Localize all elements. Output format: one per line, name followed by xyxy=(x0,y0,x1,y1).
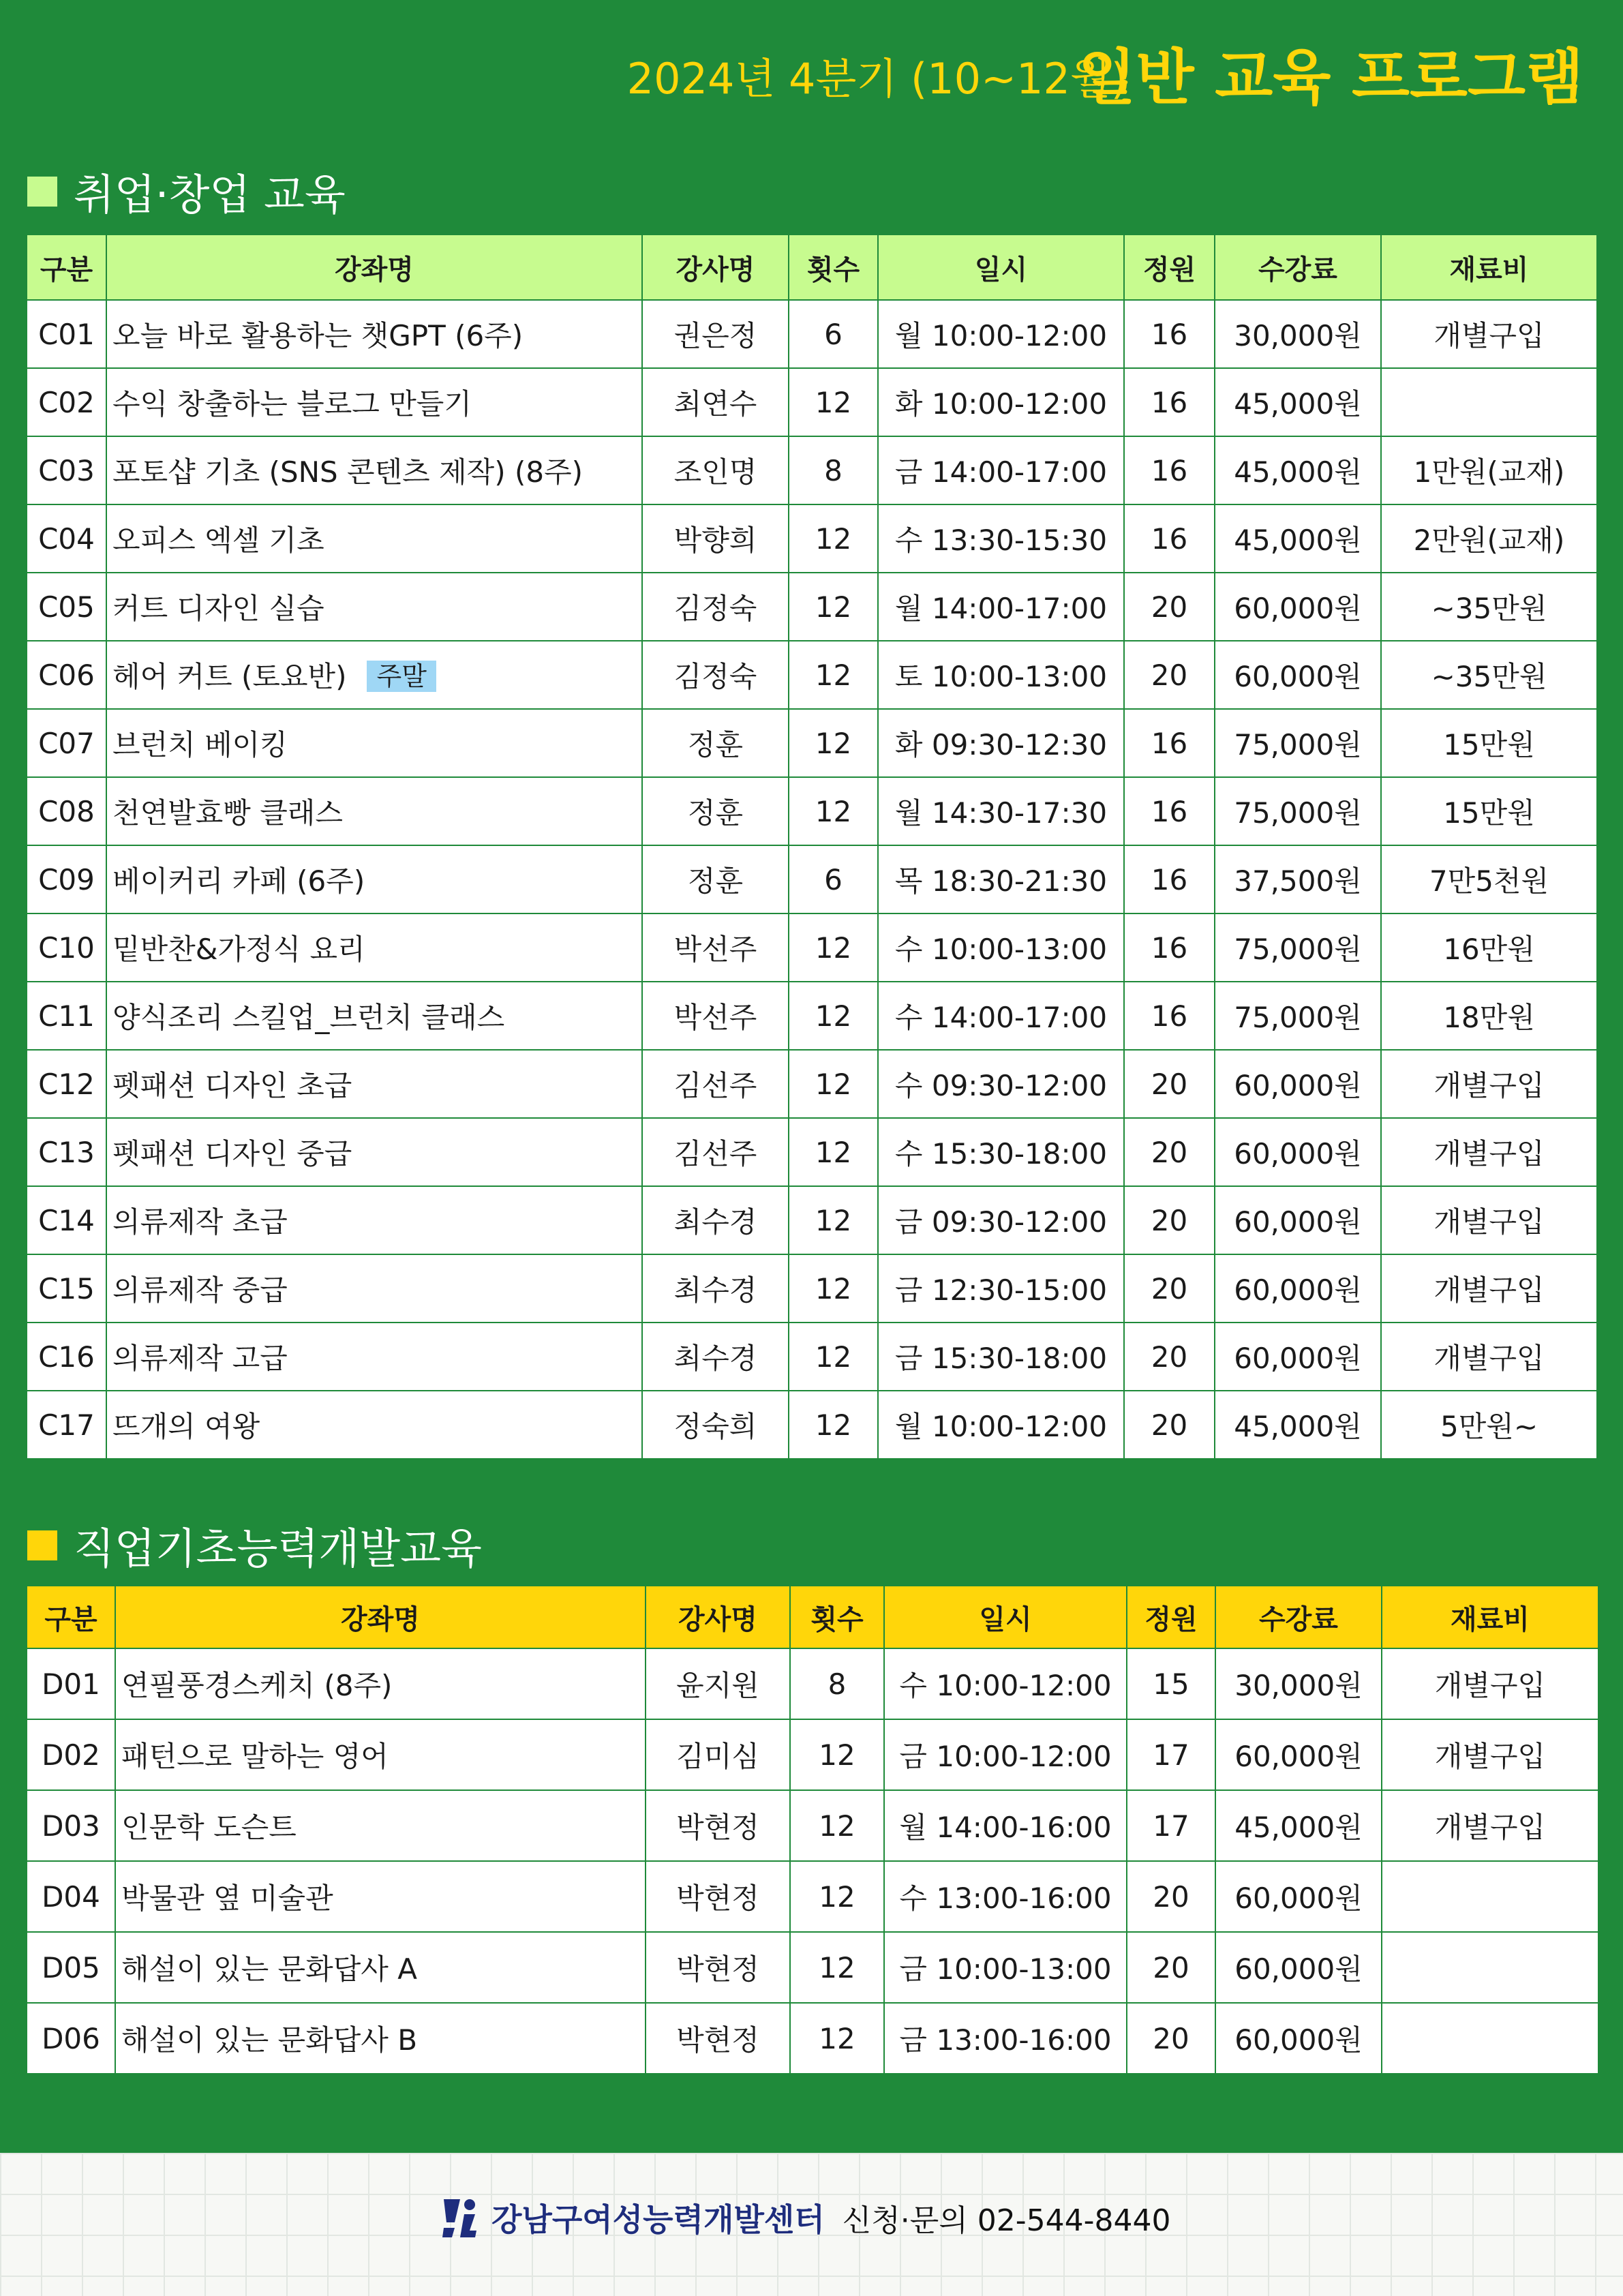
tuition-fee-cell: 60,000원 xyxy=(1215,1050,1381,1118)
header xyxy=(0,0,1623,136)
column-header: 횟수 xyxy=(790,1586,884,1648)
capacity-cell: 20 xyxy=(1124,1118,1215,1186)
table-row xyxy=(27,436,1597,504)
column-header: 강좌명 xyxy=(115,1586,646,1648)
tuition-fee-cell: 45,000원 xyxy=(1215,1790,1382,1861)
instructor-cell: 박현정 xyxy=(646,1790,790,1861)
material-fee-cell: ~35만원 xyxy=(1381,573,1597,641)
course-name-cell xyxy=(106,1186,642,1254)
table-row xyxy=(27,1648,1598,1719)
course-name-cell xyxy=(106,1050,642,1118)
organization-name: 강남구여성능력개발센터 xyxy=(491,2201,825,2238)
capacity-cell: 16 xyxy=(1124,913,1215,982)
course-name: 헤어 커트 (토요반) xyxy=(112,660,347,693)
course-name-cell xyxy=(106,1323,642,1391)
schedule-cell: 수 10:00-13:00 xyxy=(878,913,1124,982)
tuition-fee-cell: 60,000원 xyxy=(1215,1118,1381,1186)
instructor-cell: 정훈 xyxy=(642,845,789,913)
course-name-cell xyxy=(115,2003,646,2074)
column-header: 강좌명 xyxy=(106,235,642,300)
schedule-cell: 금 12:30-15:00 xyxy=(878,1254,1124,1323)
table-row xyxy=(27,504,1597,573)
column-header: 수강료 xyxy=(1215,235,1381,300)
course-name: 펫패션 디자인 초급 xyxy=(112,1069,352,1102)
schedule-cell: 금 10:00-12:00 xyxy=(884,1719,1127,1790)
schedule-cell: 수 14:00-17:00 xyxy=(878,982,1124,1050)
session-count-cell: 6 xyxy=(789,300,878,368)
course-name: 의류제작 고급 xyxy=(112,1342,288,1375)
course-name-cell xyxy=(106,913,642,982)
capacity-cell: 20 xyxy=(1127,2003,1215,2074)
table-row xyxy=(27,1254,1597,1323)
material-fee-cell: 개별구입 xyxy=(1381,300,1597,368)
instructor-cell: 정훈 xyxy=(642,777,789,845)
course-code-cell: C12 xyxy=(27,1050,106,1118)
material-fee-cell: 18만원 xyxy=(1381,982,1597,1050)
course-name-cell xyxy=(115,1719,646,1790)
material-fee-cell: 2만원(교재) xyxy=(1381,504,1597,573)
tuition-fee-cell: 37,500원 xyxy=(1215,845,1381,913)
tuition-fee-cell: 45,000원 xyxy=(1215,368,1381,436)
course-name-cell xyxy=(106,1254,642,1323)
course-name-cell xyxy=(106,1118,642,1186)
instructor-cell: 박현정 xyxy=(646,1932,790,2003)
course-name: 펫패션 디자인 중급 xyxy=(112,1137,352,1170)
header-subtitle: 2024년 4분기 (10~12월) xyxy=(626,54,1127,104)
material-fee-cell xyxy=(1382,1932,1598,2003)
course-code-cell: C04 xyxy=(27,504,106,573)
basic-skills-course-table xyxy=(26,1585,1599,2074)
course-name-cell xyxy=(106,982,642,1050)
table-row xyxy=(27,300,1597,368)
table-header-row xyxy=(27,1586,1598,1648)
course-name-cell xyxy=(106,300,642,368)
tuition-fee-cell: 60,000원 xyxy=(1215,1932,1382,2003)
employment-course-table xyxy=(26,234,1598,1460)
course-code-cell: C08 xyxy=(27,777,106,845)
instructor-cell: 박향희 xyxy=(642,504,789,573)
capacity-cell: 20 xyxy=(1124,1254,1215,1323)
footer xyxy=(0,2153,1623,2296)
course-name-cell xyxy=(106,436,642,504)
instructor-cell: 최수경 xyxy=(642,1323,789,1391)
table-row xyxy=(27,1719,1598,1790)
material-fee-cell: 개별구입 xyxy=(1382,1790,1598,1861)
course-name: 양식조리 스킬업_브런치 클래스 xyxy=(112,1001,505,1034)
material-fee-cell xyxy=(1381,368,1597,436)
schedule-cell: 금 14:00-17:00 xyxy=(878,436,1124,504)
course-name-cell xyxy=(106,504,642,573)
course-name: 해설이 있는 문화답사 A xyxy=(121,1952,417,1986)
capacity-cell: 16 xyxy=(1124,709,1215,777)
course-code-cell: D04 xyxy=(27,1861,115,1932)
column-header: 정원 xyxy=(1127,1586,1215,1648)
schedule-cell: 목 18:30-21:30 xyxy=(878,845,1124,913)
instructor-cell: 최연수 xyxy=(642,368,789,436)
course-code-cell: C01 xyxy=(27,300,106,368)
course-code-cell: C15 xyxy=(27,1254,106,1323)
capacity-cell: 16 xyxy=(1124,777,1215,845)
tuition-fee-cell: 60,000원 xyxy=(1215,1323,1381,1391)
course-code-cell: C03 xyxy=(27,436,106,504)
column-header: 강사명 xyxy=(646,1586,790,1648)
session-count-cell: 12 xyxy=(790,1790,884,1861)
course-name: 연필풍경스케치 (8주) xyxy=(121,1669,393,1702)
session-count-cell: 12 xyxy=(789,1118,878,1186)
instructor-cell: 최수경 xyxy=(642,1186,789,1254)
course-name: 밑반찬&가정식 요리 xyxy=(112,933,365,966)
column-header: 수강료 xyxy=(1215,1586,1382,1648)
session-count-cell: 12 xyxy=(789,982,878,1050)
material-fee-cell: 15만원 xyxy=(1381,709,1597,777)
material-fee-cell: 16만원 xyxy=(1381,913,1597,982)
capacity-cell: 20 xyxy=(1124,1391,1215,1459)
instructor-cell: 김정숙 xyxy=(642,641,789,709)
material-fee-cell: 개별구입 xyxy=(1381,1323,1597,1391)
footer-contact-line xyxy=(440,2195,1171,2240)
schedule-cell: 수 09:30-12:00 xyxy=(878,1050,1124,1118)
course-code-cell: D03 xyxy=(27,1790,115,1861)
table-row xyxy=(27,368,1597,436)
schedule-cell: 월 14:00-16:00 xyxy=(884,1790,1127,1861)
capacity-cell: 20 xyxy=(1124,1050,1215,1118)
instructor-cell: 김정숙 xyxy=(642,573,789,641)
schedule-cell: 금 09:30-12:00 xyxy=(878,1186,1124,1254)
square-bullet-icon xyxy=(27,1530,57,1560)
tuition-fee-cell: 60,000원 xyxy=(1215,2003,1382,2074)
tuition-fee-cell: 75,000원 xyxy=(1215,982,1381,1050)
table-row xyxy=(27,777,1597,845)
session-count-cell: 12 xyxy=(789,1254,878,1323)
course-name: 수익 창출하는 블로그 만들기 xyxy=(112,387,472,421)
instructor-cell: 김선주 xyxy=(642,1118,789,1186)
table-row xyxy=(27,1932,1598,2003)
capacity-cell: 20 xyxy=(1124,1323,1215,1391)
column-header: 구분 xyxy=(27,235,106,300)
material-fee-cell: 7만5천원 xyxy=(1381,845,1597,913)
tuition-fee-cell: 75,000원 xyxy=(1215,709,1381,777)
course-name-cell xyxy=(106,777,642,845)
tuition-fee-cell: 45,000원 xyxy=(1215,504,1381,573)
capacity-cell: 15 xyxy=(1127,1648,1215,1719)
table-row xyxy=(27,1861,1598,1932)
course-code-cell: C16 xyxy=(27,1323,106,1391)
capacity-cell: 17 xyxy=(1127,1790,1215,1861)
table-row xyxy=(27,982,1597,1050)
course-code-cell: C02 xyxy=(27,368,106,436)
instructor-cell: 최수경 xyxy=(642,1254,789,1323)
table-row xyxy=(27,1186,1597,1254)
column-header: 재료비 xyxy=(1382,1586,1598,1648)
course-name: 해설이 있는 문화답사 B xyxy=(121,2023,418,2057)
weekend-badge: 주말 xyxy=(367,661,436,692)
center-logo-icon xyxy=(440,2195,482,2240)
session-count-cell: 12 xyxy=(790,1719,884,1790)
session-count-cell: 6 xyxy=(789,845,878,913)
capacity-cell: 16 xyxy=(1124,436,1215,504)
section-c-heading xyxy=(27,161,346,222)
schedule-cell: 토 10:00-13:00 xyxy=(878,641,1124,709)
course-name: 포토샵 기초 (SNS 콘텐츠 제작) (8주) xyxy=(112,455,583,489)
session-count-cell: 12 xyxy=(790,1932,884,2003)
column-header: 횟수 xyxy=(789,235,878,300)
schedule-cell: 월 10:00-12:00 xyxy=(878,1391,1124,1459)
tuition-fee-cell: 60,000원 xyxy=(1215,1861,1382,1932)
instructor-cell: 조인명 xyxy=(642,436,789,504)
tuition-fee-cell: 30,000원 xyxy=(1215,300,1381,368)
table-header-row xyxy=(27,235,1597,300)
session-count-cell: 12 xyxy=(789,368,878,436)
session-count-cell: 8 xyxy=(790,1648,884,1719)
capacity-cell: 20 xyxy=(1127,1932,1215,2003)
column-header: 정원 xyxy=(1124,235,1215,300)
schedule-cell: 금 10:00-13:00 xyxy=(884,1932,1127,2003)
material-fee-cell: ~35만원 xyxy=(1381,641,1597,709)
instructor-cell: 박선주 xyxy=(642,982,789,1050)
instructor-cell: 박선주 xyxy=(642,913,789,982)
instructor-cell: 권은정 xyxy=(642,300,789,368)
tuition-fee-cell: 45,000원 xyxy=(1215,1391,1381,1459)
table-row xyxy=(27,1790,1598,1861)
table-row xyxy=(27,709,1597,777)
session-count-cell: 12 xyxy=(789,1391,878,1459)
session-count-cell: 12 xyxy=(790,2003,884,2074)
capacity-cell: 16 xyxy=(1124,845,1215,913)
instructor-cell: 정훈 xyxy=(642,709,789,777)
course-code-cell: C10 xyxy=(27,913,106,982)
course-code-cell: C09 xyxy=(27,845,106,913)
course-code-cell: D02 xyxy=(27,1719,115,1790)
course-code-cell: C05 xyxy=(27,573,106,641)
instructor-cell: 김선주 xyxy=(642,1050,789,1118)
session-count-cell: 12 xyxy=(789,1050,878,1118)
course-name: 패턴으로 말하는 영어 xyxy=(121,1740,389,1773)
column-header: 일시 xyxy=(884,1586,1127,1648)
course-name: 베이커리 카페 (6주) xyxy=(112,864,365,898)
course-name: 인문학 도슨트 xyxy=(121,1811,297,1844)
table-row xyxy=(27,1323,1597,1391)
course-code-cell: D01 xyxy=(27,1648,115,1719)
course-name-cell xyxy=(115,1861,646,1932)
schedule-cell: 수 13:30-15:30 xyxy=(878,504,1124,573)
table-row xyxy=(27,1391,1597,1459)
course-name-cell xyxy=(115,1790,646,1861)
course-name-cell xyxy=(106,709,642,777)
material-fee-cell: 개별구입 xyxy=(1381,1254,1597,1323)
course-code-cell: D06 xyxy=(27,2003,115,2074)
session-count-cell: 12 xyxy=(789,913,878,982)
tuition-fee-cell: 60,000원 xyxy=(1215,641,1381,709)
section-d-heading xyxy=(27,1515,482,1575)
capacity-cell: 16 xyxy=(1124,504,1215,573)
session-count-cell: 12 xyxy=(789,573,878,641)
course-code-cell: C07 xyxy=(27,709,106,777)
table-row xyxy=(27,641,1597,709)
course-name-cell xyxy=(106,368,642,436)
section-c-title: 취업·창업 교육 xyxy=(74,170,346,220)
course-code-cell: C17 xyxy=(27,1391,106,1459)
material-fee-cell: 개별구입 xyxy=(1382,1648,1598,1719)
tuition-fee-cell: 60,000원 xyxy=(1215,1186,1381,1254)
section-d-title: 직업기초능력개발교육 xyxy=(74,1524,482,1573)
session-count-cell: 8 xyxy=(789,436,878,504)
instructor-cell: 정숙희 xyxy=(642,1391,789,1459)
schedule-cell: 월 10:00-12:00 xyxy=(878,300,1124,368)
tuition-fee-cell: 60,000원 xyxy=(1215,573,1381,641)
course-name: 브런치 베이킹 xyxy=(112,728,288,761)
course-name: 뜨개의 여왕 xyxy=(112,1410,260,1443)
table-row xyxy=(27,2003,1598,2074)
course-name: 의류제작 중급 xyxy=(112,1273,288,1307)
session-count-cell: 12 xyxy=(790,1861,884,1932)
tuition-fee-cell: 30,000원 xyxy=(1215,1648,1382,1719)
capacity-cell: 16 xyxy=(1124,300,1215,368)
session-count-cell: 12 xyxy=(789,709,878,777)
contact-info: 신청·문의 02-544-8440 xyxy=(842,2203,1171,2238)
square-bullet-icon xyxy=(27,177,57,207)
course-code-cell: D05 xyxy=(27,1932,115,2003)
material-fee-cell: 개별구입 xyxy=(1381,1118,1597,1186)
course-code-cell: C11 xyxy=(27,982,106,1050)
material-fee-cell: 개별구입 xyxy=(1382,1719,1598,1790)
instructor-cell: 박현정 xyxy=(646,2003,790,2074)
course-name: 천연발효빵 클래스 xyxy=(112,796,343,830)
capacity-cell: 20 xyxy=(1127,1861,1215,1932)
tuition-fee-cell: 75,000원 xyxy=(1215,777,1381,845)
capacity-cell: 16 xyxy=(1124,368,1215,436)
material-fee-cell xyxy=(1382,1861,1598,1932)
schedule-cell: 화 09:30-12:30 xyxy=(878,709,1124,777)
instructor-cell: 윤지원 xyxy=(646,1648,790,1719)
course-name-cell xyxy=(106,573,642,641)
course-name: 커트 디자인 실습 xyxy=(112,592,324,625)
course-name: 오피스 엑셀 기초 xyxy=(112,524,324,557)
schedule-cell: 월 14:00-17:00 xyxy=(878,573,1124,641)
course-name-cell xyxy=(115,1648,646,1719)
table-row xyxy=(27,1118,1597,1186)
instructor-cell: 김미심 xyxy=(646,1719,790,1790)
session-count-cell: 12 xyxy=(789,504,878,573)
instructor-cell: 박현정 xyxy=(646,1861,790,1932)
column-header: 재료비 xyxy=(1381,235,1597,300)
material-fee-cell: 5만원~ xyxy=(1381,1391,1597,1459)
tuition-fee-cell: 45,000원 xyxy=(1215,436,1381,504)
schedule-cell: 수 15:30-18:00 xyxy=(878,1118,1124,1186)
material-fee-cell: 1만원(교재) xyxy=(1381,436,1597,504)
table-row xyxy=(27,573,1597,641)
table-row xyxy=(27,913,1597,982)
course-name-cell xyxy=(106,641,642,709)
schedule-cell: 금 13:00-16:00 xyxy=(884,2003,1127,2074)
schedule-cell: 수 13:00-16:00 xyxy=(884,1861,1127,1932)
session-count-cell: 12 xyxy=(789,641,878,709)
course-name: 의류제작 초급 xyxy=(112,1205,288,1239)
header-title: 일반 교육 프로그램 xyxy=(1078,42,1583,112)
course-name: 박물관 옆 미술관 xyxy=(121,1882,333,1915)
course-name-cell xyxy=(106,845,642,913)
course-name: 오늘 바로 활용하는 챗GPT (6주) xyxy=(112,319,524,352)
course-code-cell: C14 xyxy=(27,1186,106,1254)
capacity-cell: 20 xyxy=(1124,641,1215,709)
material-fee-cell: 15만원 xyxy=(1381,777,1597,845)
column-header: 일시 xyxy=(878,235,1124,300)
material-fee-cell: 개별구입 xyxy=(1381,1050,1597,1118)
session-count-cell: 12 xyxy=(789,1186,878,1254)
table-row xyxy=(27,845,1597,913)
capacity-cell: 20 xyxy=(1124,1186,1215,1254)
column-header: 강사명 xyxy=(642,235,789,300)
capacity-cell: 16 xyxy=(1124,982,1215,1050)
schedule-cell: 화 10:00-12:00 xyxy=(878,368,1124,436)
column-header: 구분 xyxy=(27,1586,115,1648)
schedule-cell: 월 14:30-17:30 xyxy=(878,777,1124,845)
session-count-cell: 12 xyxy=(789,1323,878,1391)
course-name-cell xyxy=(106,1391,642,1459)
course-code-cell: C13 xyxy=(27,1118,106,1186)
schedule-cell: 수 10:00-12:00 xyxy=(884,1648,1127,1719)
tuition-fee-cell: 60,000원 xyxy=(1215,1719,1382,1790)
capacity-cell: 17 xyxy=(1127,1719,1215,1790)
session-count-cell: 12 xyxy=(789,777,878,845)
material-fee-cell: 개별구입 xyxy=(1381,1186,1597,1254)
capacity-cell: 20 xyxy=(1124,573,1215,641)
table-row xyxy=(27,1050,1597,1118)
course-name-cell xyxy=(115,1932,646,2003)
material-fee-cell xyxy=(1382,2003,1598,2074)
schedule-cell: 금 15:30-18:00 xyxy=(878,1323,1124,1391)
tuition-fee-cell: 60,000원 xyxy=(1215,1254,1381,1323)
course-code-cell: C06 xyxy=(27,641,106,709)
tuition-fee-cell: 75,000원 xyxy=(1215,913,1381,982)
